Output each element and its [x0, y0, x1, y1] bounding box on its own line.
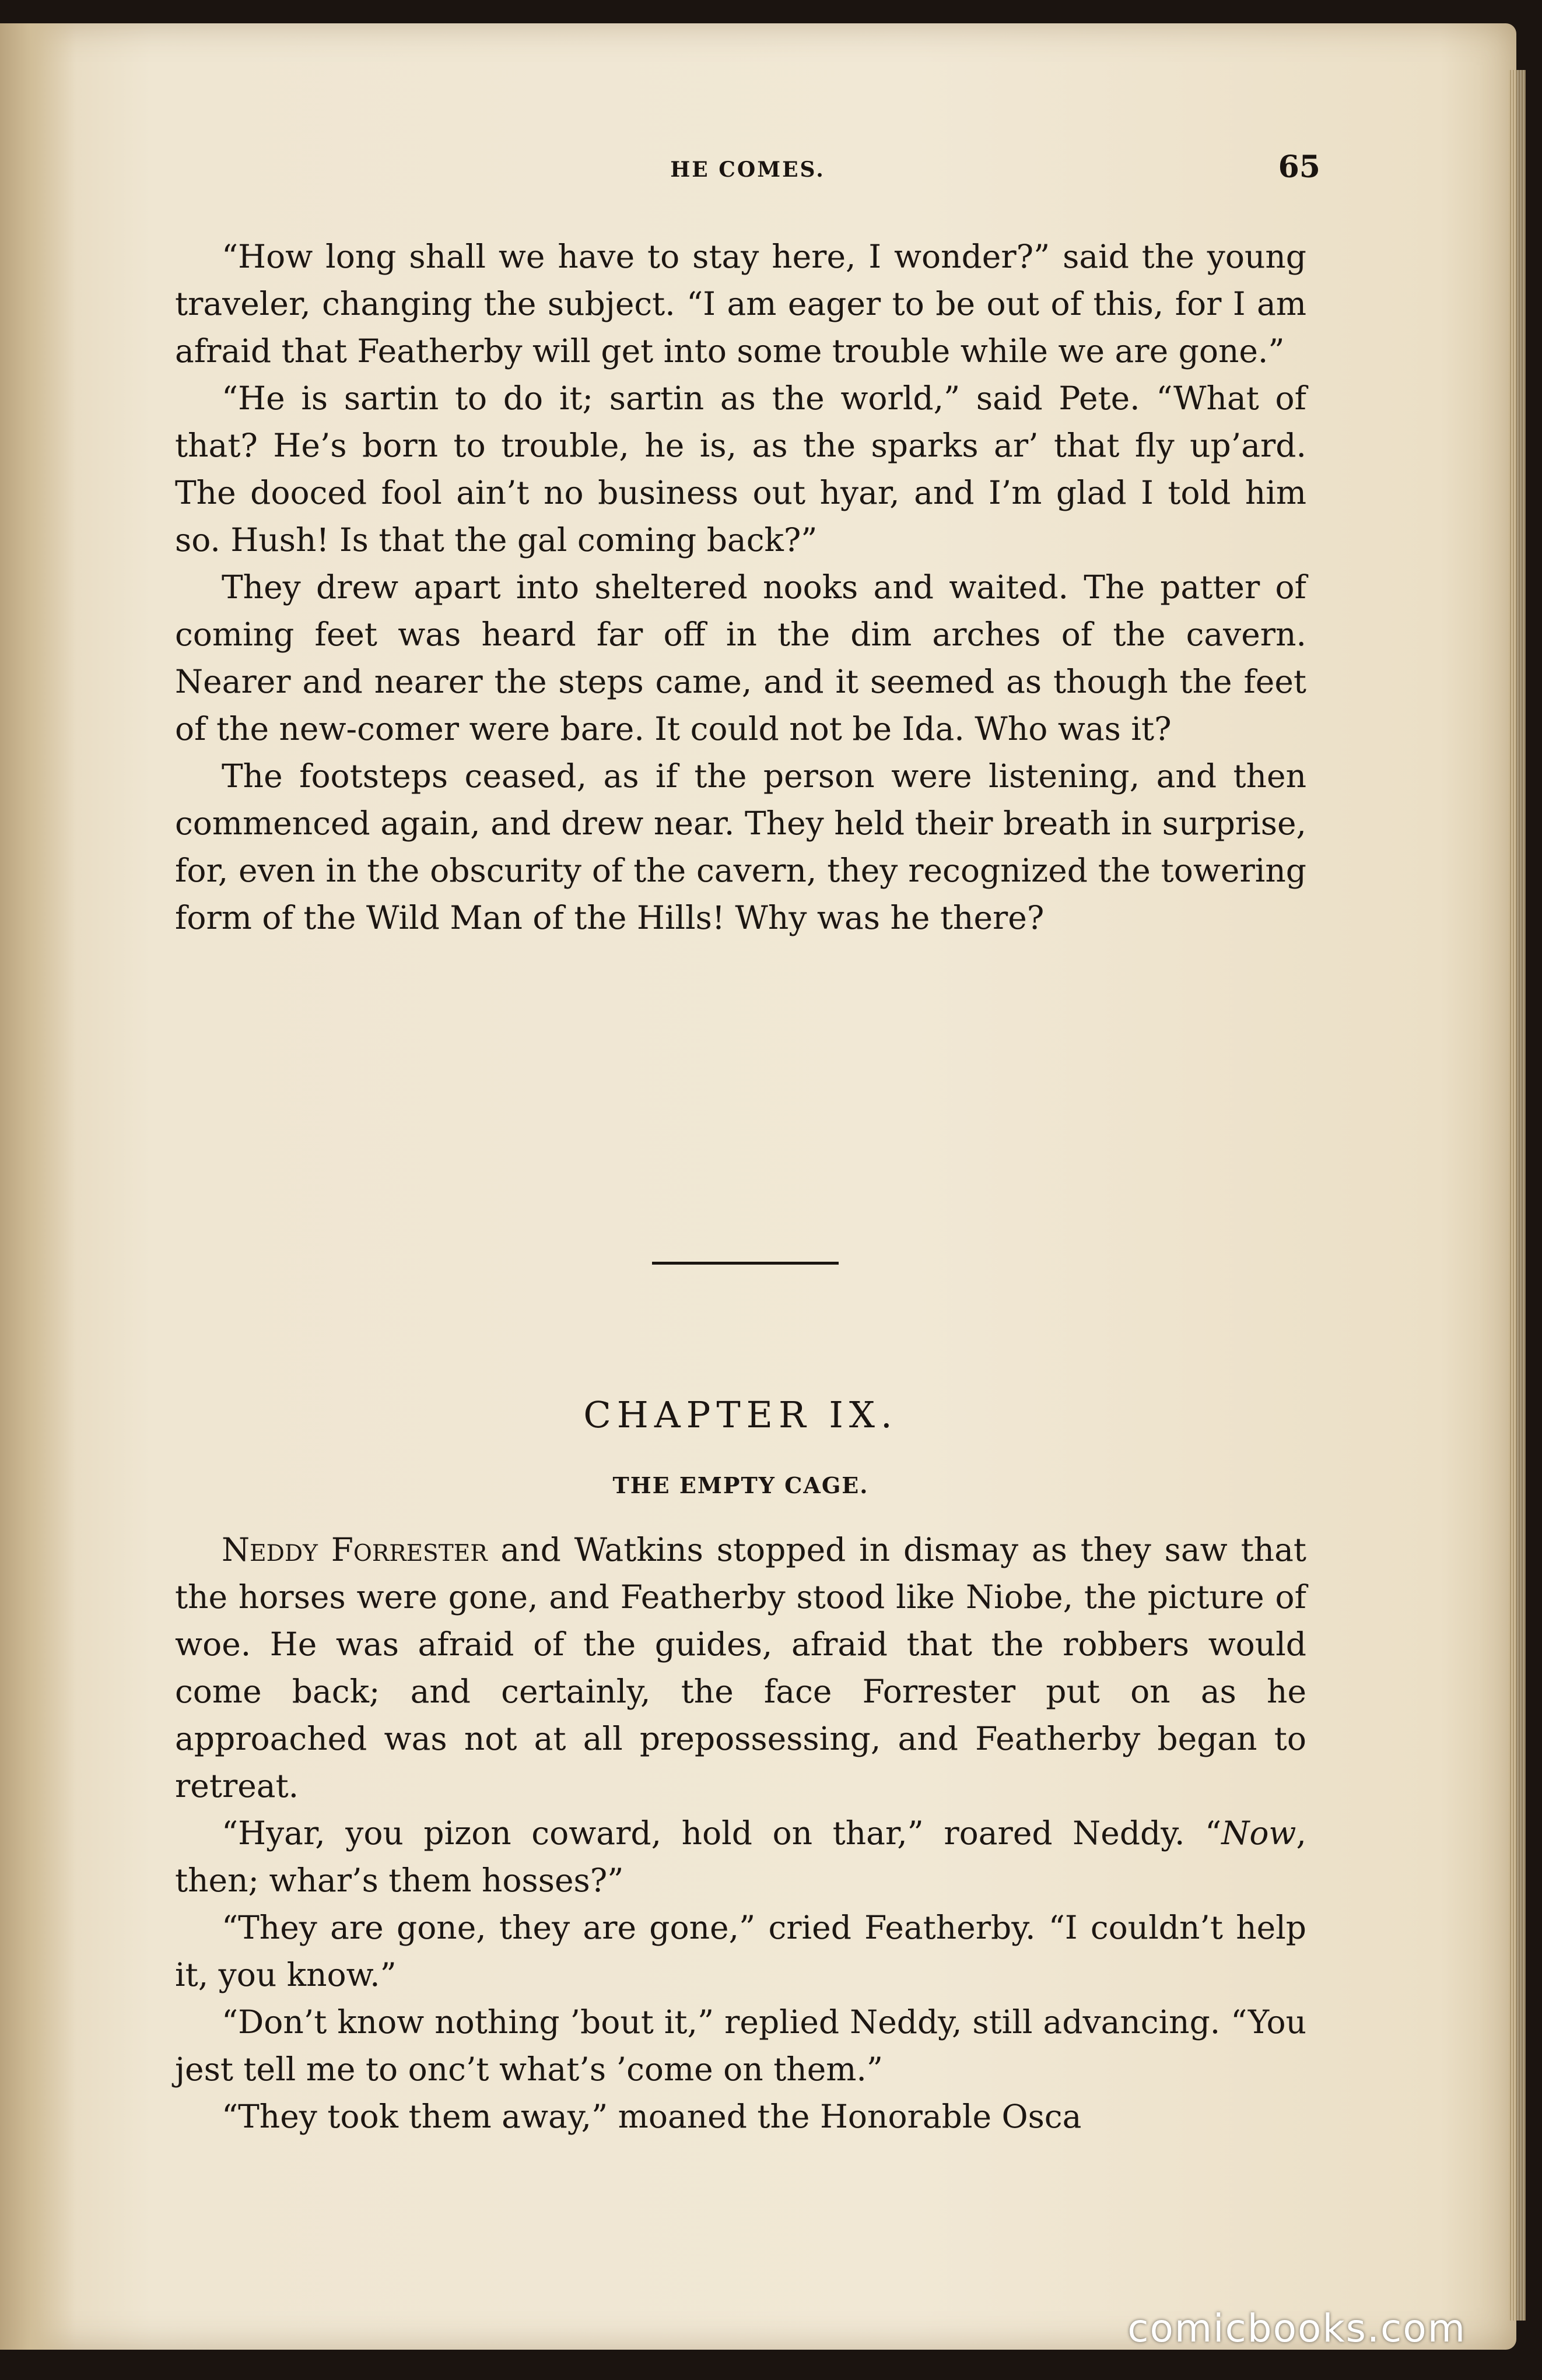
text-section-1	[175, 233, 1306, 942]
paragraph: “They took them away,” moaned the Honorable Osca	[222, 2098, 1082, 2135]
chapter-opening-words: Neddy Forrester	[222, 1531, 488, 1568]
text-section-2	[175, 1526, 1306, 2140]
paragraph-text: , then; whar’s them hosses?”	[175, 1814, 1306, 1899]
watermark: comicbooks.com	[1127, 2306, 1466, 2351]
paragraph: “He is sartin to do it; sartin as the world,” said Pete. “What of that? He’s born to trouble, he is, as the sparks ar’ that fly up’ard. The dooced fool ain’t no business out hyar, and I’m glad I told him so. Hush! Is that the gal coming back?”	[175, 380, 1306, 559]
page-number: 65	[1278, 149, 1320, 185]
running-head	[175, 149, 1320, 198]
running-title: HE COMES.	[670, 157, 825, 182]
paragraph-text: “Hyar, you pizon coward, hold on thar,” roared Neddy. “	[222, 1814, 1222, 1852]
emphasis-text: Now	[1221, 1814, 1296, 1852]
paragraph	[175, 1526, 1306, 1810]
chapter-title: CHAPTER IX.	[583, 1393, 898, 1436]
book-gutter	[0, 23, 76, 2350]
paragraph-text: and Watkins stopped in dismay as they saw that the horses were gone, and Featherby stood like Niobe, the picture of woe. He was afraid of the guides, afraid that the robbers would come back; and certainly, the face Forrester put on as he approached was not at all prepossessing, and Featherby began to retreat.	[175, 1531, 1306, 1805]
page-edges	[1508, 70, 1526, 2321]
paragraph	[175, 1810, 1306, 1904]
chapter-subtitle: THE EMPTY CAGE.	[612, 1472, 869, 1498]
paragraph: “They are gone, they are gone,” cried Featherby. “I couldn’t help it, you know.”	[175, 1909, 1306, 1993]
paragraph: “How long shall we have to stay here, I wonder?” said the young traveler, changing the subject. “I am eager to be out of this, for I am afraid that Featherby will get into some trouble while we are gone.”	[175, 238, 1306, 370]
paragraph: The footsteps ceased, as if the person were listening, and then commenced again, and drew near. They held their breath in surprise, for, even in the obscurity of the cavern, they recognized the towering form of the Wild Man of the Hills! Why was he there?	[175, 757, 1306, 936]
section-divider	[652, 1262, 839, 1265]
paragraph: They drew apart into sheltered nooks and waited. The patter of coming feet was heard far off in the dim arches of the cavern. Nearer and nearer the steps came, and it seemed as though the feet of the new-comer were bare. It could not be Ida. Who was it?	[175, 568, 1306, 747]
paragraph: “Don’t know nothing ’bout it,” replied Neddy, still advancing. “You jest tell me to onc’t what’s ’come on them.”	[175, 2003, 1306, 2088]
